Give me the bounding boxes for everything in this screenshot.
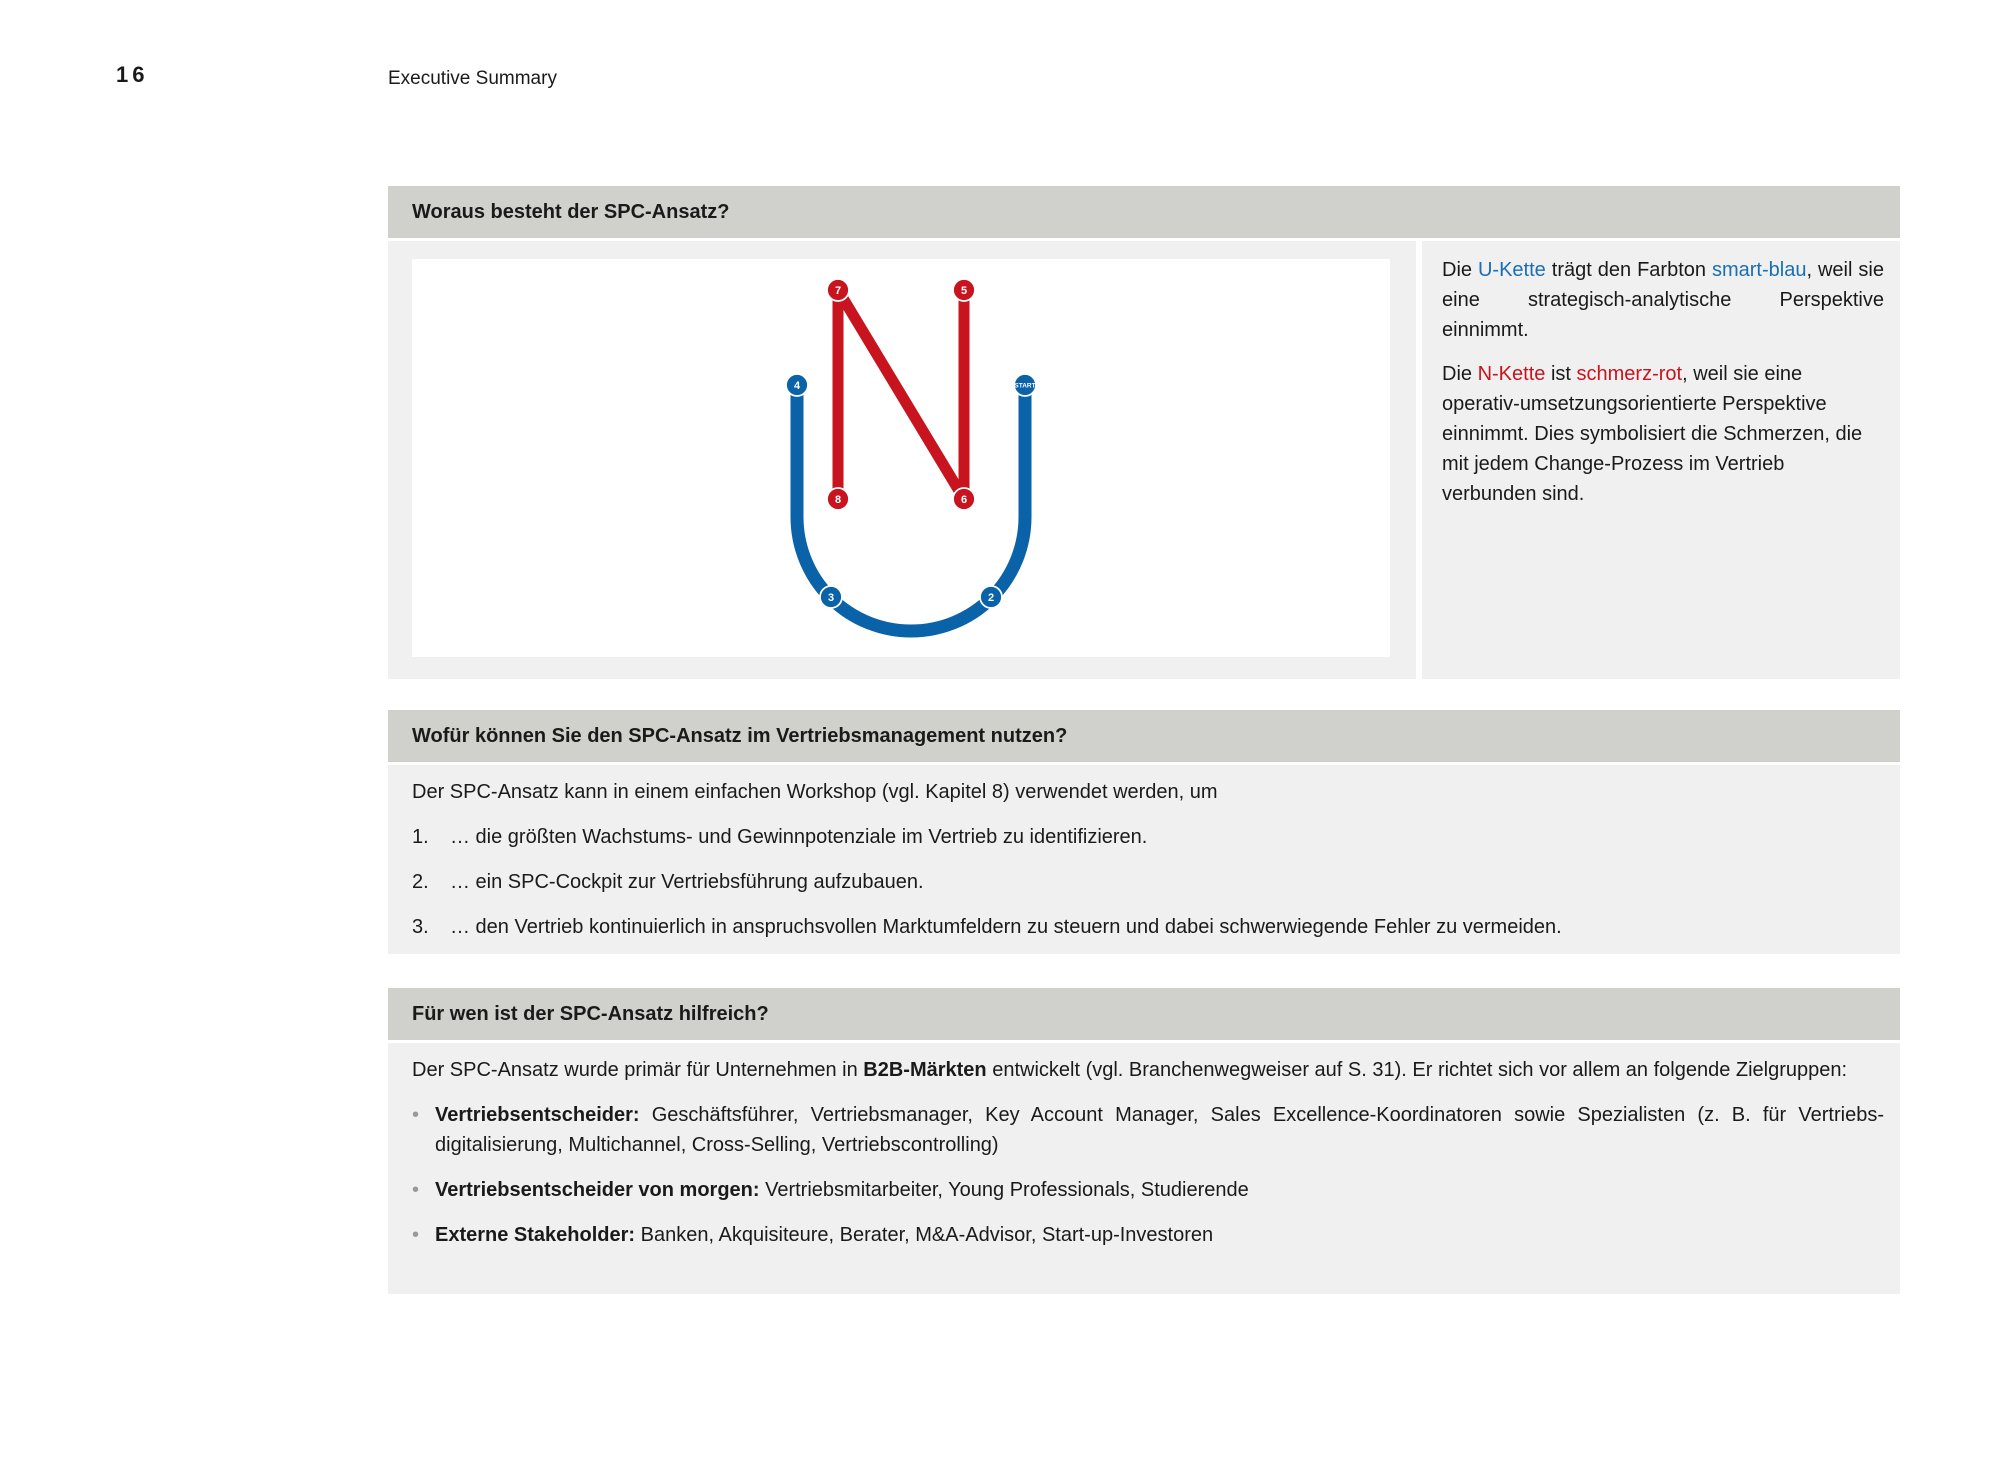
section-title: Wofür können Sie den SPC-Ansatz im Vertriebsmanagement nutzen?: [388, 710, 1900, 762]
u-chain-paragraph: Die U-Kette trägt den Farbton smart-blau, weil sie eine strategisch-analytische Perspektive einnimmt.: [1442, 259, 1884, 341]
node-3-label: 3: [827, 592, 835, 604]
bullet-icon: •: [412, 1179, 420, 1201]
list-item: • Vertriebsentscheider von morgen: Vertriebsmitarbeiter, Young Professionals, Studierende: [412, 1175, 1884, 1205]
un-chain-diagram: [412, 259, 1390, 657]
node-6-label: 6: [960, 494, 968, 506]
list-item: • Externe Stakeholder: Banken, Akquisiteure, Berater, M&A-Advisor, Start-up-Investoren: [412, 1220, 1884, 1250]
section-spc-components: [388, 186, 1900, 679]
section-usage: [388, 710, 1900, 954]
page-number: 16: [116, 62, 149, 87]
node-8-label: 8: [834, 494, 842, 506]
diagram-panel: [388, 241, 1416, 679]
schmerz-rot-term: schmerz-rot: [1576, 363, 1683, 385]
bullet-icon: •: [412, 1224, 420, 1246]
running-head: Executive Summary: [388, 68, 557, 89]
n-chain-path: [838, 290, 964, 499]
list-item: 2. … ein SPC-Cockpit zur Vertriebsführung aufzubauen.: [412, 871, 924, 893]
section-title: Für wen ist der SPC-Ansatz hilfreich?: [388, 988, 1900, 1040]
list-item: 3. … den Vertrieb kontinuierlich in anspruchsvollen Marktumfeldern zu steuern und dabei schwerwiegende Fehler zu vermeiden.: [412, 916, 1562, 938]
node-start-label: START: [1014, 382, 1036, 390]
u-chain-term: U-Kette: [1477, 259, 1546, 281]
node-2-label: 2: [987, 592, 995, 604]
target-intro: Der SPC-Ansatz wurde primär für Unternehmen in B2B-Märkten entwickelt (vgl. Branchenwegweiser auf S. 31). Er richtet sich vor allem an folgende Zielgruppen:: [412, 1059, 1848, 1081]
n-chain-term: N-Kette: [1477, 363, 1546, 385]
explanation-panel: [1422, 241, 1900, 679]
node-7-label: 7: [834, 285, 842, 297]
list-item: • Vertriebsentscheider: Geschäftsführer, Vertriebsmanager, Key Account Manager, Sales Excellence-Koordinatoren sowie Spezialisten (z. B. für Vertriebsdigitalisierung, Multichannel, Cross-Selling, Vertriebscontrolling): [412, 1100, 1884, 1160]
list-item: 1. … die größten Wachstums- und Gewinnpotenziale im Vertrieb zu identifizieren.: [412, 826, 1148, 848]
node-4-label: 4: [793, 380, 801, 392]
section-target-groups: [388, 988, 1900, 1294]
smart-blau-term: smart-blau: [1711, 259, 1807, 281]
n-chain-paragraph: Die N-Kette ist schmerz-rot, weil sie eine operativ-umsetzungsorientierte Perspektive einnimmt. Dies symbolisiert die Schmerzen, die mit jedem Change-Prozess im Vertrieb verbunden sind.: [1442, 363, 1863, 505]
node-5-label: 5: [960, 285, 968, 297]
usage-intro: Der SPC-Ansatz kann in einem einfachen Workshop (vgl. Kapitel 8) verwendet werden, um: [412, 781, 1218, 803]
section-title: Woraus besteht der SPC-Ansatz?: [388, 186, 1900, 238]
bullet-icon: •: [412, 1104, 420, 1126]
